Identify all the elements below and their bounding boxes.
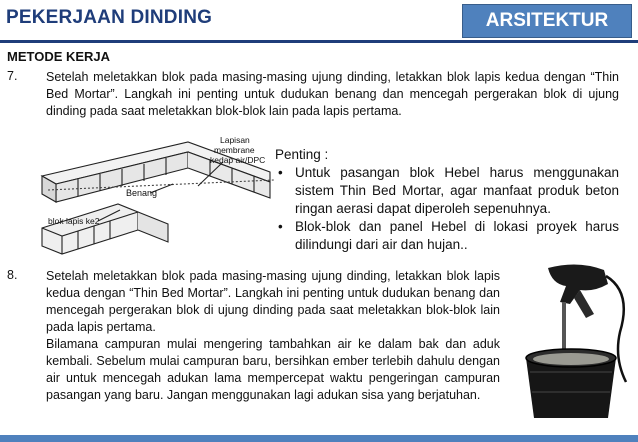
label-membrane-1: Lapisan — [220, 135, 250, 145]
footer-bar — [0, 435, 638, 442]
page-title: PEKERJAAN DINDING — [6, 7, 213, 28]
step-8-text: Setelah meletakkan blok pada masing-masing ujung dinding, letakkan blok lapis kedua dengan “Thin Bed Mortar”. Langkah ini penting untuk dudukan benang dan mencegah pergerakan blok di ujung dinding pada saat meletakkan blok-blok lain pada lapis pertama. — [46, 269, 500, 334]
important-note — [275, 146, 619, 254]
step-7-text: Setelah meletakkan blok pada masing-masing ujung dinding, letakkan blok lapis kedua dengan “Thin Bed Mortar”. Langkah ini penting untuk dudukan benang dan mencegah pergerakan blok di ujung dinding pada saat meletakkan blok-blok lain pada lapis pertama. — [46, 70, 619, 118]
label-blok-lapis: blok lapis ke2 — [48, 216, 100, 226]
wall-corner-illustration — [38, 132, 274, 258]
label-membrane-2: membrane — [214, 145, 255, 155]
note-item: • Untuk pasangan blok Hebel harus menggunakan sistem Thin Bed Mortar, agar manfaat produk beton ringan aerasi dapat diperoleh sepenuhnya. — [275, 164, 619, 218]
label-benang: Benang — [126, 188, 158, 198]
section-title: METODE KERJA — [7, 49, 111, 64]
step-8-number: 8. — [7, 268, 18, 282]
step-8-extra-text: Bilamana campuran mulai mengering tambahkan air ke dalam bak dan aduk kembali. Sebelum mulai campuran baru, bersihkan ember terlebih dahulu dengan air untuk mencegah adukan lama mempercepat waktu pengeringan campuran pasangan yang baru. Jangan menggunakan lagi adukan sisa yang berjatuhan. — [46, 337, 500, 402]
mixer-bucket-photo — [508, 262, 634, 422]
note-item: • Blok-blok dan panel Hebel di lokasi proyek harus dilindungi dari air dan hujan.. — [275, 218, 619, 254]
header-divider — [0, 40, 638, 43]
label-membrane-3: kedap air/DPC — [210, 155, 266, 165]
step-7-number: 7. — [7, 69, 18, 83]
category-badge: ARSITEKTUR — [462, 4, 632, 38]
note-heading: Penting : — [275, 147, 329, 162]
